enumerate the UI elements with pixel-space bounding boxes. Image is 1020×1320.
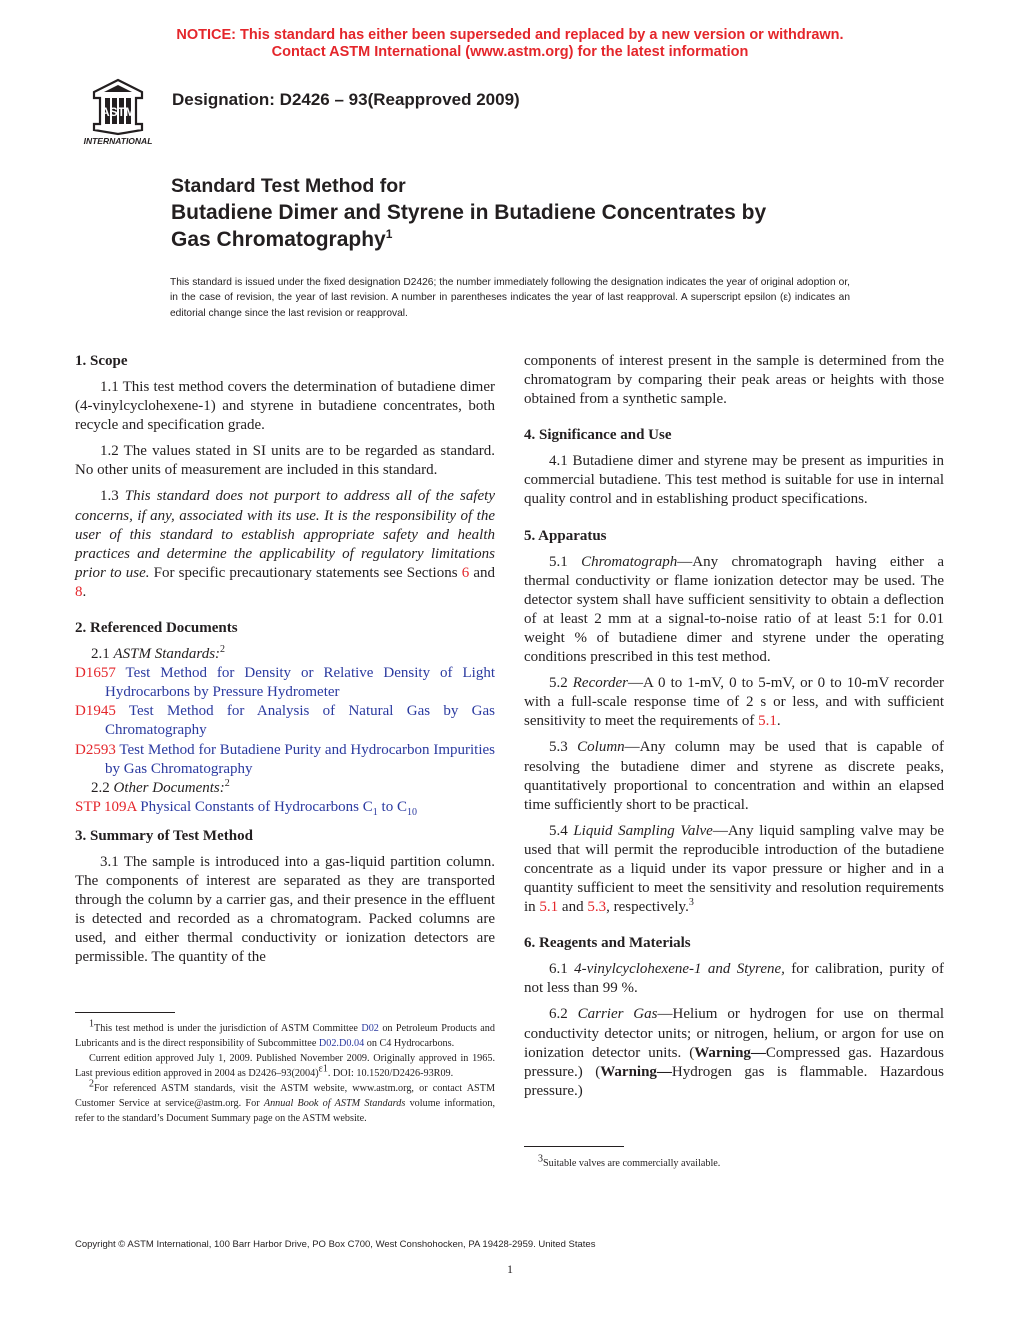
left-column [75,352,495,974]
reference-d1657[interactable] [75,664,495,702]
section-heading-apparatus: 5. Apparatus [524,527,607,544]
paragraph-6-1 [524,960,944,998]
issuance-statement: This standard is issued under the fixed designation D2426; the number immediately following the designation indicates the year of original adoption or, in the case of revision, the year of last revision. A number in parentheses indicates the year of last reapproval. A superscript epsilon (ε) indicates an editorial change since the last revision or reapproval. [170,277,850,319]
stp-subscript-1: 1 [372,806,378,818]
footnote-divider [75,1012,175,1013]
reference-title[interactable]: Test Method for Analysis of Natural Gas by Gas Chromatography [105,703,495,739]
subheading-2-2-label: Other Documents: [113,779,225,796]
footnote-1-text-a: This test method is under the jurisdiction of ASTM Committee [94,1023,358,1034]
title-footnote-mark: 1 [385,227,393,241]
footnote-1-approval-text: Current edition approved July 1, 2009. Published November 2009. Originally approved in 1965. Last previous edition approved in 2004 as D2426–93(2004) [75,1053,495,1079]
paragraph-3-1-continued: components of interest present in the sample is determined from the chromatogram by comparing their peak areas or heights with those obtained from a synthetic sample. [524,353,944,408]
designation: Designation: D2426 – 93(Reapproved 2009) [172,90,520,109]
paragraph-1-2: 1.2 The values stated in SI units are to be regarded as standard. No other units of measurement are included in this standard. [75,443,495,479]
paragraph-5-3-number: 5.3 [549,739,568,756]
reference-code[interactable]: D2593 [75,741,116,758]
paragraph-5-1-text: —Any chromatograph having either a thermal conductivity or flame ionization detector may be used. The detector system shall have sufficient sensitivity to obtain a deflection of at least 2 mm at a signal-to-noise ratio of at least 5:1 for 0.01 weight % of butadiene dimer and styrene under the operating conditions prescribed in this test method. [524,553,944,666]
footnotes-left [75,1018,496,1126]
reference-code[interactable]: STP 109A [75,798,137,815]
section-5-3-link[interactable]: 5.3 [587,899,607,916]
paragraph-6-2 [524,1005,944,1100]
term-chromatograph: Chromatograph [581,553,678,570]
paragraph-6-2-text-2: Compressed gas. Hazardous pressure.) ( [524,1044,944,1080]
section-5-1-link[interactable]: 5.1 [539,899,559,916]
term-reagents: 4-vinylcyclohexene-1 and Styrene, [574,961,785,978]
reference-stp-109a[interactable] [75,798,495,817]
section-heading-summary: 3. Summary of Test Method [75,827,253,844]
footnote-1 [75,1018,495,1051]
reference-d1945[interactable] [75,702,495,740]
term-carrier-gas: Carrier Gas [577,1006,658,1023]
stp-subscript-10: 10 [406,806,417,818]
paragraph-5-1 [524,553,944,668]
footnote-1-text-c: on C4 Hydrocarbons. [366,1038,455,1049]
committee-d02-link[interactable]: D02 [361,1023,379,1034]
paragraph-5-2-end: . [776,713,781,730]
document-title [171,174,891,253]
safety-caveat: This standard does not purport to address all of the safety concerns, if any, associated with its use. It is the responsibility of the user of this standard to establish appropriate safety and health practices and determine the applicability of regulatory limitations prior to use. [75,488,495,581]
footnote-3-mark: 3 [538,1153,543,1165]
right-column [524,352,944,1108]
section-heading-referenced-documents: 2. Referenced Documents [75,620,238,637]
reference-code[interactable]: D1657 [75,665,116,682]
paragraph-5-4-and: and [561,899,584,916]
paragraph-5-3 [524,738,944,814]
subheading-2-1-mark: 2 [220,644,226,656]
reference-title[interactable] [140,798,417,818]
stp-title-to[interactable]: to C [377,798,407,815]
paragraph-4-1: 4.1 Butadiene dimer and styrene may be present as impurities in commercial butadiene. This test method is suitable for use in internal quality control and in establishing product specifications. [524,453,944,508]
paragraph-5-2 [524,674,944,731]
footnote-1-approval-end: . DOI: 10.1520/D2426-93R09. [327,1068,454,1079]
warning-label: Warning— [600,1063,672,1080]
subheading-2-2-mark: 2 [224,777,230,789]
footnote-1-mark: 1 [89,1018,94,1030]
subheading-2-1-number: 2.1 [91,646,110,663]
paragraph-5-4-text: —Any liquid sampling valve may be used that will permit the reproducible introduction of the butadiene concentrate as a liquid under its vapor pressure or higher and in a quantity sufficient to meet the sensitivity and resolution requirements in [524,822,944,916]
paragraph-6-2-number: 6.2 [549,1006,568,1023]
astm-logo-icon [76,76,160,146]
copyright: Copyright © ASTM International, 100 Barr Harbor Drive, PO Box C700, West Conshohocken, PA 19428-2959. United States [75,1239,596,1250]
paragraph-1-3 [75,487,495,602]
footnote-3-text: Suitable valves are commercially available. [543,1158,721,1169]
subheading-2-2-number: 2.2 [91,779,110,796]
section-heading-reagents: 6. Reagents and Materials [524,935,691,952]
section-6-link[interactable]: 6 [461,564,470,581]
stp-title-text[interactable]: Physical Constants of Hydrocarbons C [140,798,373,815]
astm-logo [76,76,160,146]
paragraph-5-4 [524,822,944,917]
paragraph-6-2-text-3: Hydrogen gas is flammable. Hazardous pressure.) [524,1063,944,1099]
paragraph-5-1-number: 5.1 [549,553,568,570]
notice-line-1: NOTICE: This standard has either been superseded and replaced by a new version or withdrawn. [176,27,844,43]
paragraph-6-1-number: 6.1 [549,961,568,978]
footnote-1-text-b: on Petroleum Products and Lubricants and is the direct responsibility of Subcommittee [75,1023,495,1049]
footnote-2-mark: 2 [89,1078,94,1090]
section-heading-scope: 1. Scope [75,353,128,369]
page-number: 1 [507,1262,513,1276]
footnote-2 [75,1078,496,1126]
title-line-3 [171,226,891,253]
footnote-3 [524,1153,944,1171]
paragraph-1-3-end: . [82,583,87,600]
paragraph-5-4-number: 5.4 [549,822,568,839]
paragraph-5-2-number: 5.2 [549,675,568,692]
term-column: Column [577,739,625,756]
title-line-3-text: Gas Chromatography [171,228,386,251]
footnote-2-italic: Annual Book of ASTM Standards [263,1098,406,1109]
paragraph-6-2-text-1: —Helium or hydrogen for use on thermal conductivity detector units; or nitrogen, helium, or argon for use on ionization detector units. ( [524,1006,945,1061]
footnote-2-text-b: volume information, refer to the standard’s Document Summary page on the ASTM website. [75,1098,496,1124]
astm-standards-subheading [75,645,495,664]
subcommittee-link[interactable]: D02.D0.04 [318,1038,365,1049]
section-8-link[interactable]: 8 [75,583,83,600]
title-line-1: Standard Test Method for [171,175,406,197]
warning-label: Warning— [694,1044,766,1061]
footnote-2-text-a: For referenced ASTM standards, visit the ASTM website, www.astm.org, or contact ASTM Customer Service at service@astm.org. For [75,1083,495,1109]
paragraph-1-3-and: and [473,564,496,581]
subheading-2-1-label: ASTM Standards: [113,646,221,663]
paragraph-1-3-tail: For specific precautionary statements see Sections [153,564,458,581]
withdrawal-notice [0,27,1020,61]
reference-d2593[interactable] [75,741,495,779]
section-heading-significance: 4. Significance and Use [524,427,672,444]
epsilon-mark: ε1 [318,1063,328,1075]
logo-word: INTERNATIONAL [83,136,153,146]
footnote-1-approval [75,1051,495,1081]
other-documents-subheading [75,779,495,798]
reference-title[interactable]: Test Method for Density or Relative Density of Light Hydrocarbons by Pressure Hydrometer [105,665,495,701]
paragraph-5-2-text: —A 0 to 1-mV, 0 to 5-mV, or 0 to 10-mV recorder with a full-scale response time of 2 s or less, and with sufficient sensitivity to meet the requirements of [524,675,944,730]
paragraph-1-3-number: 1.3 [100,488,119,505]
term-liquid-sampling-valve: Liquid Sampling Valve [573,822,713,839]
title-line-2: Butadiene Dimer and Styrene in Butadiene Concentrates by [171,201,767,224]
paragraph-1-1: 1.1 This test method covers the determination of butadiene dimer (4-vinylcyclohexene-1) and styrene in butadiene concentrates, both recycle and specification grade. [75,379,495,434]
term-recorder: Recorder [572,675,629,692]
reference-title[interactable]: Test Method for Butadiene Purity and Hydrocarbon Impurities by Gas Chromatography [105,741,496,777]
section-5-1-link[interactable]: 5.1 [758,713,777,730]
footnote-3-mark: 3 [688,897,694,909]
notice-line-2: Contact ASTM International (www.astm.org) for the latest information [271,44,749,60]
reference-code[interactable]: D1945 [75,703,116,720]
footnotes-right [524,1153,944,1171]
paragraph-3-1: 3.1 The sample is introduced into a gas-liquid partition column. The components of interest are separated as they are transported through the column by a carrier gas, and their presence in the effluent is detected and recorded as a chromatogram. Packed columns are used, and either thermal conductivity or ionization detectors are permissible. The quantity of the [75,853,495,966]
paragraph-6-1-text: for calibration, purity of not less than 99 %. [524,961,944,997]
paragraph-5-3-text: —Any column may be used that is capable of resolving the butadiene dimer and styrene as discrete peaks, quantitatively proportional to concentration and within an elapsed time sufficiently short to be practical. [524,739,944,813]
logo-letters: ASTM [101,105,135,119]
footnote-divider [524,1146,624,1147]
paragraph-5-4-end: , respectively. [606,899,689,916]
